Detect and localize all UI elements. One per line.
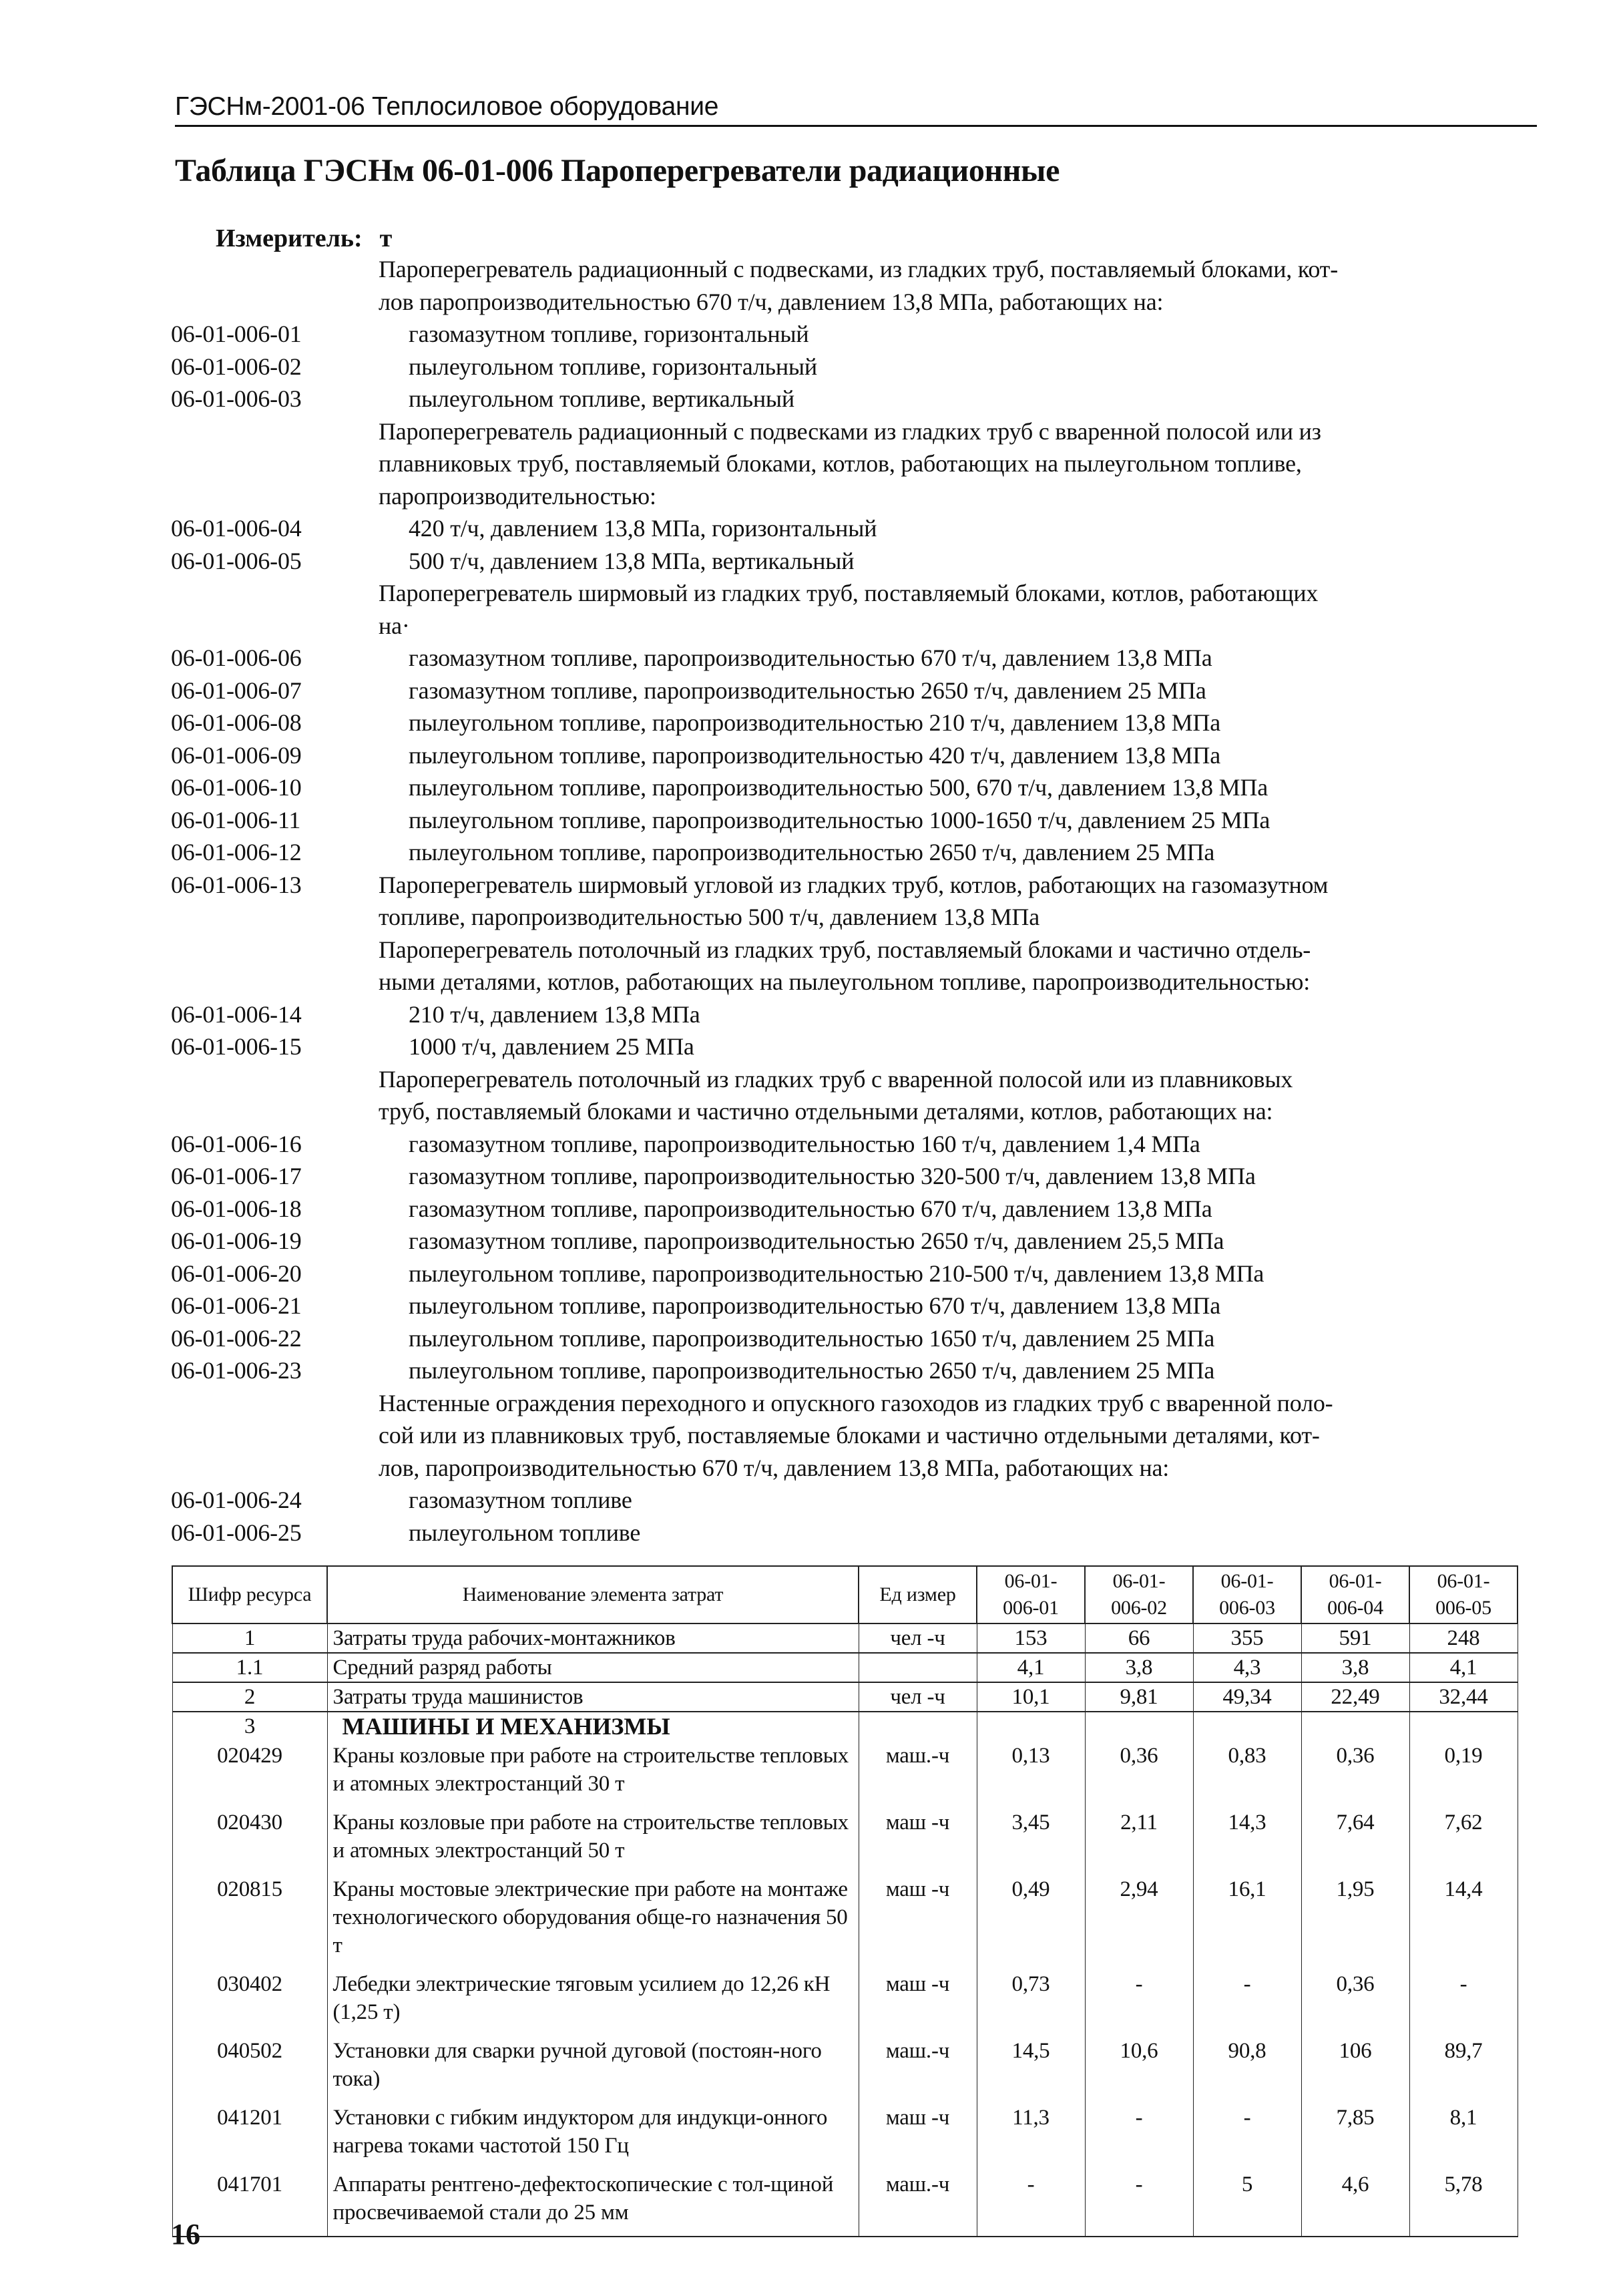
norm-value	[1409, 1712, 1518, 1740]
norm-item	[171, 1258, 1538, 1290]
norm-item	[171, 383, 1538, 415]
norm-description: газомазутном топливе, паропроизводительностью 2650 т/ч, давлением 25 МПа	[409, 677, 1206, 704]
resource-code: 1	[172, 1623, 327, 1653]
norm-value: 90,8	[1193, 2036, 1301, 2102]
norm-code: 06-01-006-09	[171, 741, 302, 769]
norm-code: 06-01-006-24	[171, 1487, 302, 1513]
norm-item	[171, 804, 1538, 837]
norm-value: -	[1085, 2102, 1193, 2169]
norm-item	[171, 1193, 1538, 1225]
header-norm-code: 06-01- 006-01	[977, 1566, 1085, 1623]
norm-description: пылеугольном топливе, паропроизводительностью 210 т/ч, давлением 13,8 МПа	[409, 709, 1221, 736]
table-row	[172, 1874, 1518, 1969]
norm-description: газомазутном топливе, горизонтальный	[409, 321, 809, 347]
norm-description: газомазутном топливе	[409, 1487, 632, 1513]
norm-value: -	[1193, 1969, 1301, 2036]
norm-description: газомазутном топливе, паропроизводительностью 320-500 т/ч, давлением 13,8 МПа	[409, 1163, 1256, 1189]
norm-value: 0,36	[1301, 1740, 1409, 1807]
norm-item	[171, 642, 1538, 675]
norm-group-heading	[171, 1419, 1538, 1452]
norm-item-list	[171, 253, 1538, 1549]
group-description: лов, паропроизводительностью 670 т/ч, давлением 13,8 МПа, работающих на:	[379, 1454, 1170, 1481]
norm-description: пылеугольном топливе, паропроизводительностью 500, 670 т/ч, давлением 13,8 МПа	[409, 774, 1268, 801]
resource-code: 041201	[172, 2102, 327, 2169]
page-number: 16	[171, 2218, 200, 2251]
norm-description: 420 т/ч, давлением 13,8 МПа, горизонтальный	[409, 515, 877, 542]
norm-group-heading	[171, 480, 1538, 513]
cost-element-name: Средний разряд работы	[327, 1653, 859, 1682]
header-norm-code: 06-01- 006-04	[1301, 1566, 1409, 1623]
norm-value: -	[1085, 1969, 1193, 2036]
cost-element-name: Затраты труда машинистов	[327, 1682, 859, 1712]
norm-item	[171, 1354, 1538, 1387]
norm-value: 7,62	[1409, 1807, 1518, 1874]
norm-item	[171, 675, 1538, 707]
norm-group-heading	[171, 1387, 1538, 1420]
norm-item	[171, 1225, 1538, 1258]
group-description: Пароперегреватель радиационный с подвесками из гладких труб с вваренной полосой или из	[379, 417, 1321, 445]
unit-line	[216, 222, 392, 254]
resource-table	[172, 1565, 1518, 2237]
norm-code: 06-01-006-02	[171, 353, 302, 380]
norm-description: 210 т/ч, давлением 13,8 МПа	[409, 1000, 700, 1028]
norm-code: 06-01-006-04	[171, 515, 302, 542]
norm-group-heading	[171, 1095, 1538, 1128]
norm-value: 248	[1409, 1623, 1518, 1653]
cost-element-name: Краны козловые при работе на строительстве тепловых и атомных электростанций 50 т	[327, 1807, 859, 1874]
norm-value: 0,36	[1085, 1740, 1193, 1807]
norm-item	[171, 1290, 1538, 1322]
group-description: Пароперегреватель потолочный из гладких труб с вваренной полосой или из плавниковых	[379, 1065, 1293, 1093]
norm-description: пылеугольном топливе, паропроизводительностью 1650 т/ч, давлением 25 МПа	[409, 1324, 1215, 1352]
header-cost-element: Наименование элемента затрат	[327, 1566, 859, 1623]
norm-value: 11,3	[977, 2102, 1085, 2169]
header-norm-code: 06-01- 006-03	[1193, 1566, 1301, 1623]
unit-of-measure: чел -ч	[859, 1682, 977, 1712]
resource-code: 020815	[172, 1874, 327, 1969]
table-row	[172, 1653, 1518, 1682]
norm-code: 06-01-006-21	[171, 1292, 302, 1319]
norm-value: 14,3	[1193, 1807, 1301, 1874]
group-description: топливе, паропроизводительностью 500 т/ч, давлением 13,8 МПа	[379, 904, 1039, 930]
group-description: паропроизводительностью:	[379, 482, 656, 510]
norm-value: 355	[1193, 1623, 1301, 1653]
norm-code: 06-01-006-03	[171, 385, 302, 412]
group-description: Настенные ограждения переходного и опускного газоходов из гладких труб с вваренной поло-	[379, 1389, 1333, 1416]
norm-group-heading	[171, 610, 1538, 642]
norm-value: 0,83	[1193, 1740, 1301, 1807]
norm-value: 3,8	[1085, 1653, 1193, 1682]
unit-of-measure: маш -ч	[859, 1874, 977, 1969]
norm-description: пылеугольном топливе, паропроизводительностью 670 т/ч, давлением 13,8 МПа	[409, 1292, 1221, 1319]
table-row	[172, 1712, 1518, 1740]
norm-item	[171, 512, 1538, 545]
norm-value: 7,64	[1301, 1807, 1409, 1874]
group-description: Пароперегреватель радиационный с подвесками, из гладких труб, поставляемый блоками, кот-	[379, 256, 1338, 282]
norm-code: 06-01-006-01	[171, 321, 302, 347]
norm-code: 06-01-006-16	[171, 1130, 302, 1157]
cost-element-name: Краны козловые при работе на строительстве тепловых и атомных электростанций 30 т	[327, 1740, 859, 1807]
norm-value: 4,3	[1193, 1653, 1301, 1682]
norm-value: 16,1	[1193, 1874, 1301, 1969]
norm-code: 06-01-006-08	[171, 709, 302, 736]
norm-description: газомазутном топливе, паропроизводительностью 670 т/ч, давлением 13,8 МПа	[409, 1195, 1212, 1222]
header-norm-code: 06-01- 006-02	[1085, 1566, 1193, 1623]
norm-value	[1085, 1712, 1193, 1740]
norm-value: 10,1	[977, 1682, 1085, 1712]
norm-item	[171, 545, 1538, 578]
norm-group-heading	[171, 577, 1538, 610]
table-row	[172, 1682, 1518, 1712]
norm-value: -	[1085, 2169, 1193, 2237]
norm-group-heading	[171, 1063, 1538, 1096]
cost-element-name: Краны мостовые электрические при работе на монтаже технологического оборудования обще-го назначения 50 т	[327, 1874, 859, 1969]
norm-value: 0,49	[977, 1874, 1085, 1969]
norm-item	[171, 1128, 1538, 1161]
group-description: Пароперегреватель ширмовый из гладких труб, поставляемый блоками, котлов, работающих	[379, 580, 1319, 606]
cost-element-name: Аппараты рентгено-дефектоскопические с тол-щиной просвечиваемой стали до 25 мм	[327, 2169, 859, 2237]
norm-group-heading	[171, 415, 1538, 448]
group-description: плавниковых труб, поставляемый блоками, котлов, работающих на пылеугольном топливе,	[379, 450, 1302, 477]
norm-value: 4,1	[977, 1653, 1085, 1682]
norm-value: -	[1409, 1969, 1518, 2036]
resource-code: 030402	[172, 1969, 327, 2036]
norm-item	[171, 998, 1538, 1031]
resource-code: 041701	[172, 2169, 327, 2237]
unit-of-measure	[859, 1712, 977, 1740]
norm-description: пылеугольном топливе, паропроизводительностью 210-500 т/ч, давлением 13,8 МПа	[409, 1260, 1264, 1287]
norm-value: 14,4	[1409, 1874, 1518, 1969]
unit-of-measure: маш -ч	[859, 1807, 977, 1874]
resource-code: 040502	[172, 2036, 327, 2102]
norm-description: пылеугольном топливе, вертикальный	[409, 385, 794, 412]
resource-code: 2	[172, 1682, 327, 1712]
norm-value: 2,94	[1085, 1874, 1193, 1969]
norm-description: 1000 т/ч, давлением 25 МПа	[409, 1033, 694, 1060]
norm-group-heading	[171, 934, 1538, 966]
norm-item	[171, 1484, 1538, 1517]
norm-item	[171, 1517, 1538, 1549]
norm-description: Пароперегреватель ширмовый угловой из гладких труб, котлов, работающих на газомазутном	[379, 871, 1329, 898]
norm-value: 0,73	[977, 1969, 1085, 2036]
norm-code: 06-01-006-14	[171, 1000, 302, 1028]
table-row	[172, 1807, 1518, 1874]
norm-value: 0,13	[977, 1740, 1085, 1807]
group-description: сой или из плавниковых труб, поставляемые блоками и частично отдельными деталями, кот-	[379, 1422, 1320, 1449]
norm-value: 7,85	[1301, 2102, 1409, 2169]
resource-code: 020430	[172, 1807, 327, 1874]
norm-description: газомазутном топливе, паропроизводительностью 160 т/ч, давлением 1,4 МПа	[409, 1130, 1200, 1157]
group-description: на·	[379, 612, 410, 639]
unit-of-measure: маш.-ч	[859, 1740, 977, 1807]
norm-code: 06-01-006-19	[171, 1227, 302, 1254]
table-row	[172, 1623, 1518, 1653]
cost-element-name: Лебедки электрические тяговым усилием до 12,26 кН (1,25 т)	[327, 1969, 859, 2036]
norm-value: 4,1	[1409, 1653, 1518, 1682]
norm-value: 0,19	[1409, 1740, 1518, 1807]
unit-of-measure: маш.-ч	[859, 2169, 977, 2237]
norm-value: 5	[1193, 2169, 1301, 2237]
unit-of-measure: маш -ч	[859, 2102, 977, 2169]
header-divider	[175, 125, 1537, 127]
norm-code: 06-01-006-11	[171, 806, 301, 833]
norm-group-heading	[171, 1452, 1538, 1485]
norm-group-heading	[171, 966, 1538, 998]
group-description: ными деталями, котлов, работающих на пылеугольном топливе, паропроизводительностью:	[379, 968, 1311, 995]
resource-code: 3	[172, 1712, 327, 1740]
norm-code: 06-01-006-22	[171, 1324, 302, 1352]
norm-value: 49,34	[1193, 1682, 1301, 1712]
norm-value: 3,45	[977, 1807, 1085, 1874]
norm-value: 89,7	[1409, 2036, 1518, 2102]
norm-description: пылеугольном топливе	[409, 1519, 641, 1546]
norm-code: 06-01-006-25	[171, 1519, 302, 1546]
norm-code: 06-01-006-10	[171, 774, 302, 801]
norm-value	[977, 1712, 1085, 1740]
norm-code: 06-01-006-13	[171, 871, 302, 898]
norm-group-heading	[171, 447, 1538, 480]
norm-description: пылеугольном топливе, горизонтальный	[409, 353, 817, 380]
group-description: лов паропроизводительностью 670 т/ч, давлением 13,8 МПа, работающих на:	[379, 288, 1164, 315]
norm-item	[171, 1030, 1538, 1063]
norm-item	[171, 771, 1538, 804]
norm-description: пылеугольном топливе, паропроизводительностью 420 т/ч, давлением 13,8 МПа	[409, 741, 1221, 769]
norm-value: 10,6	[1085, 2036, 1193, 2102]
unit-of-measure: маш -ч	[859, 1969, 977, 2036]
norm-code: 06-01-006-15	[171, 1033, 302, 1060]
norm-group-heading	[171, 901, 1538, 934]
norm-value: 153	[977, 1623, 1085, 1653]
norm-value	[1193, 1712, 1301, 1740]
norm-value: 9,81	[1085, 1682, 1193, 1712]
resource-code: 1.1	[172, 1653, 327, 1682]
unit-label: Измеритель:	[216, 224, 363, 252]
norm-code: 06-01-006-05	[171, 547, 302, 574]
norm-description: газомазутном топливе, паропроизводительностью 670 т/ч, давлением 13,8 МПа	[409, 644, 1212, 671]
norm-group-heading	[171, 286, 1538, 319]
running-header: ГЭСНм-2001-06 Теплосиловое оборудование	[175, 92, 719, 121]
norm-value: -	[1193, 2102, 1301, 2169]
header-norm-code: 06-01- 006-05	[1409, 1566, 1518, 1623]
unit-value: т	[379, 224, 393, 252]
header-unit: Ед измер	[859, 1566, 977, 1623]
norm-item	[171, 836, 1538, 869]
table-row	[172, 2102, 1518, 2169]
norm-item	[171, 739, 1538, 772]
table-row	[172, 2169, 1518, 2237]
norm-code: 06-01-006-07	[171, 677, 302, 704]
unit-of-measure: чел -ч	[859, 1623, 977, 1653]
norm-item	[171, 1322, 1538, 1355]
norm-description: пылеугольном топливе, паропроизводительностью 2650 т/ч, давлением 25 МПа	[409, 839, 1215, 866]
norm-value: 2,11	[1085, 1807, 1193, 1874]
norm-code: 06-01-006-17	[171, 1163, 302, 1189]
table-row	[172, 1740, 1518, 1807]
group-description: труб, поставляемый блоками и частично отдельными деталями, котлов, работающих на:	[379, 1098, 1273, 1125]
norm-code: 06-01-006-20	[171, 1260, 302, 1287]
norm-description: 500 т/ч, давлением 13,8 МПа, вертикальный	[409, 547, 855, 574]
norm-value: 0,36	[1301, 1969, 1409, 2036]
norm-description: газомазутном топливе, паропроизводительностью 2650 т/ч, давлением 25,5 МПа	[409, 1227, 1224, 1254]
norm-value: 106	[1301, 2036, 1409, 2102]
norm-value	[1301, 1712, 1409, 1740]
cost-element-name: Установки с гибким индуктором для индукци-онного нагрева токами частотой 150 Гц	[327, 2102, 859, 2169]
unit-of-measure: маш.-ч	[859, 2036, 977, 2102]
norm-value: -	[977, 2169, 1085, 2237]
norm-description: пылеугольном топливе, паропроизводительностью 2650 т/ч, давлением 25 МПа	[409, 1357, 1215, 1384]
group-description: Пароперегреватель потолочный из гладких труб, поставляемый блоками и частично отдель-	[379, 936, 1311, 963]
table-row	[172, 1969, 1518, 2036]
norm-item	[171, 707, 1538, 739]
norm-value: 66	[1085, 1623, 1193, 1653]
norm-value: 591	[1301, 1623, 1409, 1653]
norm-description: пылеугольном топливе, паропроизводительностью 1000-1650 т/ч, давлением 25 МПа	[409, 806, 1270, 833]
norm-item	[171, 351, 1538, 383]
norm-item	[171, 869, 1538, 902]
table-body	[172, 1623, 1518, 2237]
norm-value: 1,95	[1301, 1874, 1409, 1969]
norm-value: 14,5	[977, 2036, 1085, 2102]
norm-value: 22,49	[1301, 1682, 1409, 1712]
table-header-row	[172, 1566, 1518, 1623]
norm-code: 06-01-006-06	[171, 644, 302, 671]
norm-value: 32,44	[1409, 1682, 1518, 1712]
norm-item	[171, 1160, 1538, 1193]
norm-code: 06-01-006-23	[171, 1357, 302, 1384]
unit-of-measure	[859, 1653, 977, 1682]
resource-code: 020429	[172, 1740, 327, 1807]
norm-item	[171, 318, 1538, 351]
cost-element-name: МАШИНЫ И МЕХАНИЗМЫ	[327, 1712, 859, 1740]
norm-value: 4,6	[1301, 2169, 1409, 2237]
norm-code: 06-01-006-18	[171, 1195, 302, 1222]
norm-group-heading	[171, 253, 1538, 286]
cost-element-name: Установки для сварки ручной дуговой (постоян-ного тока)	[327, 2036, 859, 2102]
norm-value: 8,1	[1409, 2102, 1518, 2169]
cost-element-name: Затраты труда рабочих-монтажников	[327, 1623, 859, 1653]
norm-value: 5,78	[1409, 2169, 1518, 2237]
norm-code: 06-01-006-12	[171, 839, 302, 866]
norm-value: 3,8	[1301, 1653, 1409, 1682]
header-resource-code: Шифр ресурса	[172, 1566, 327, 1623]
table-title: Таблица ГЭСНм 06-01-006 Пароперегреватели радиационные	[175, 153, 1060, 188]
table-row	[172, 2036, 1518, 2102]
